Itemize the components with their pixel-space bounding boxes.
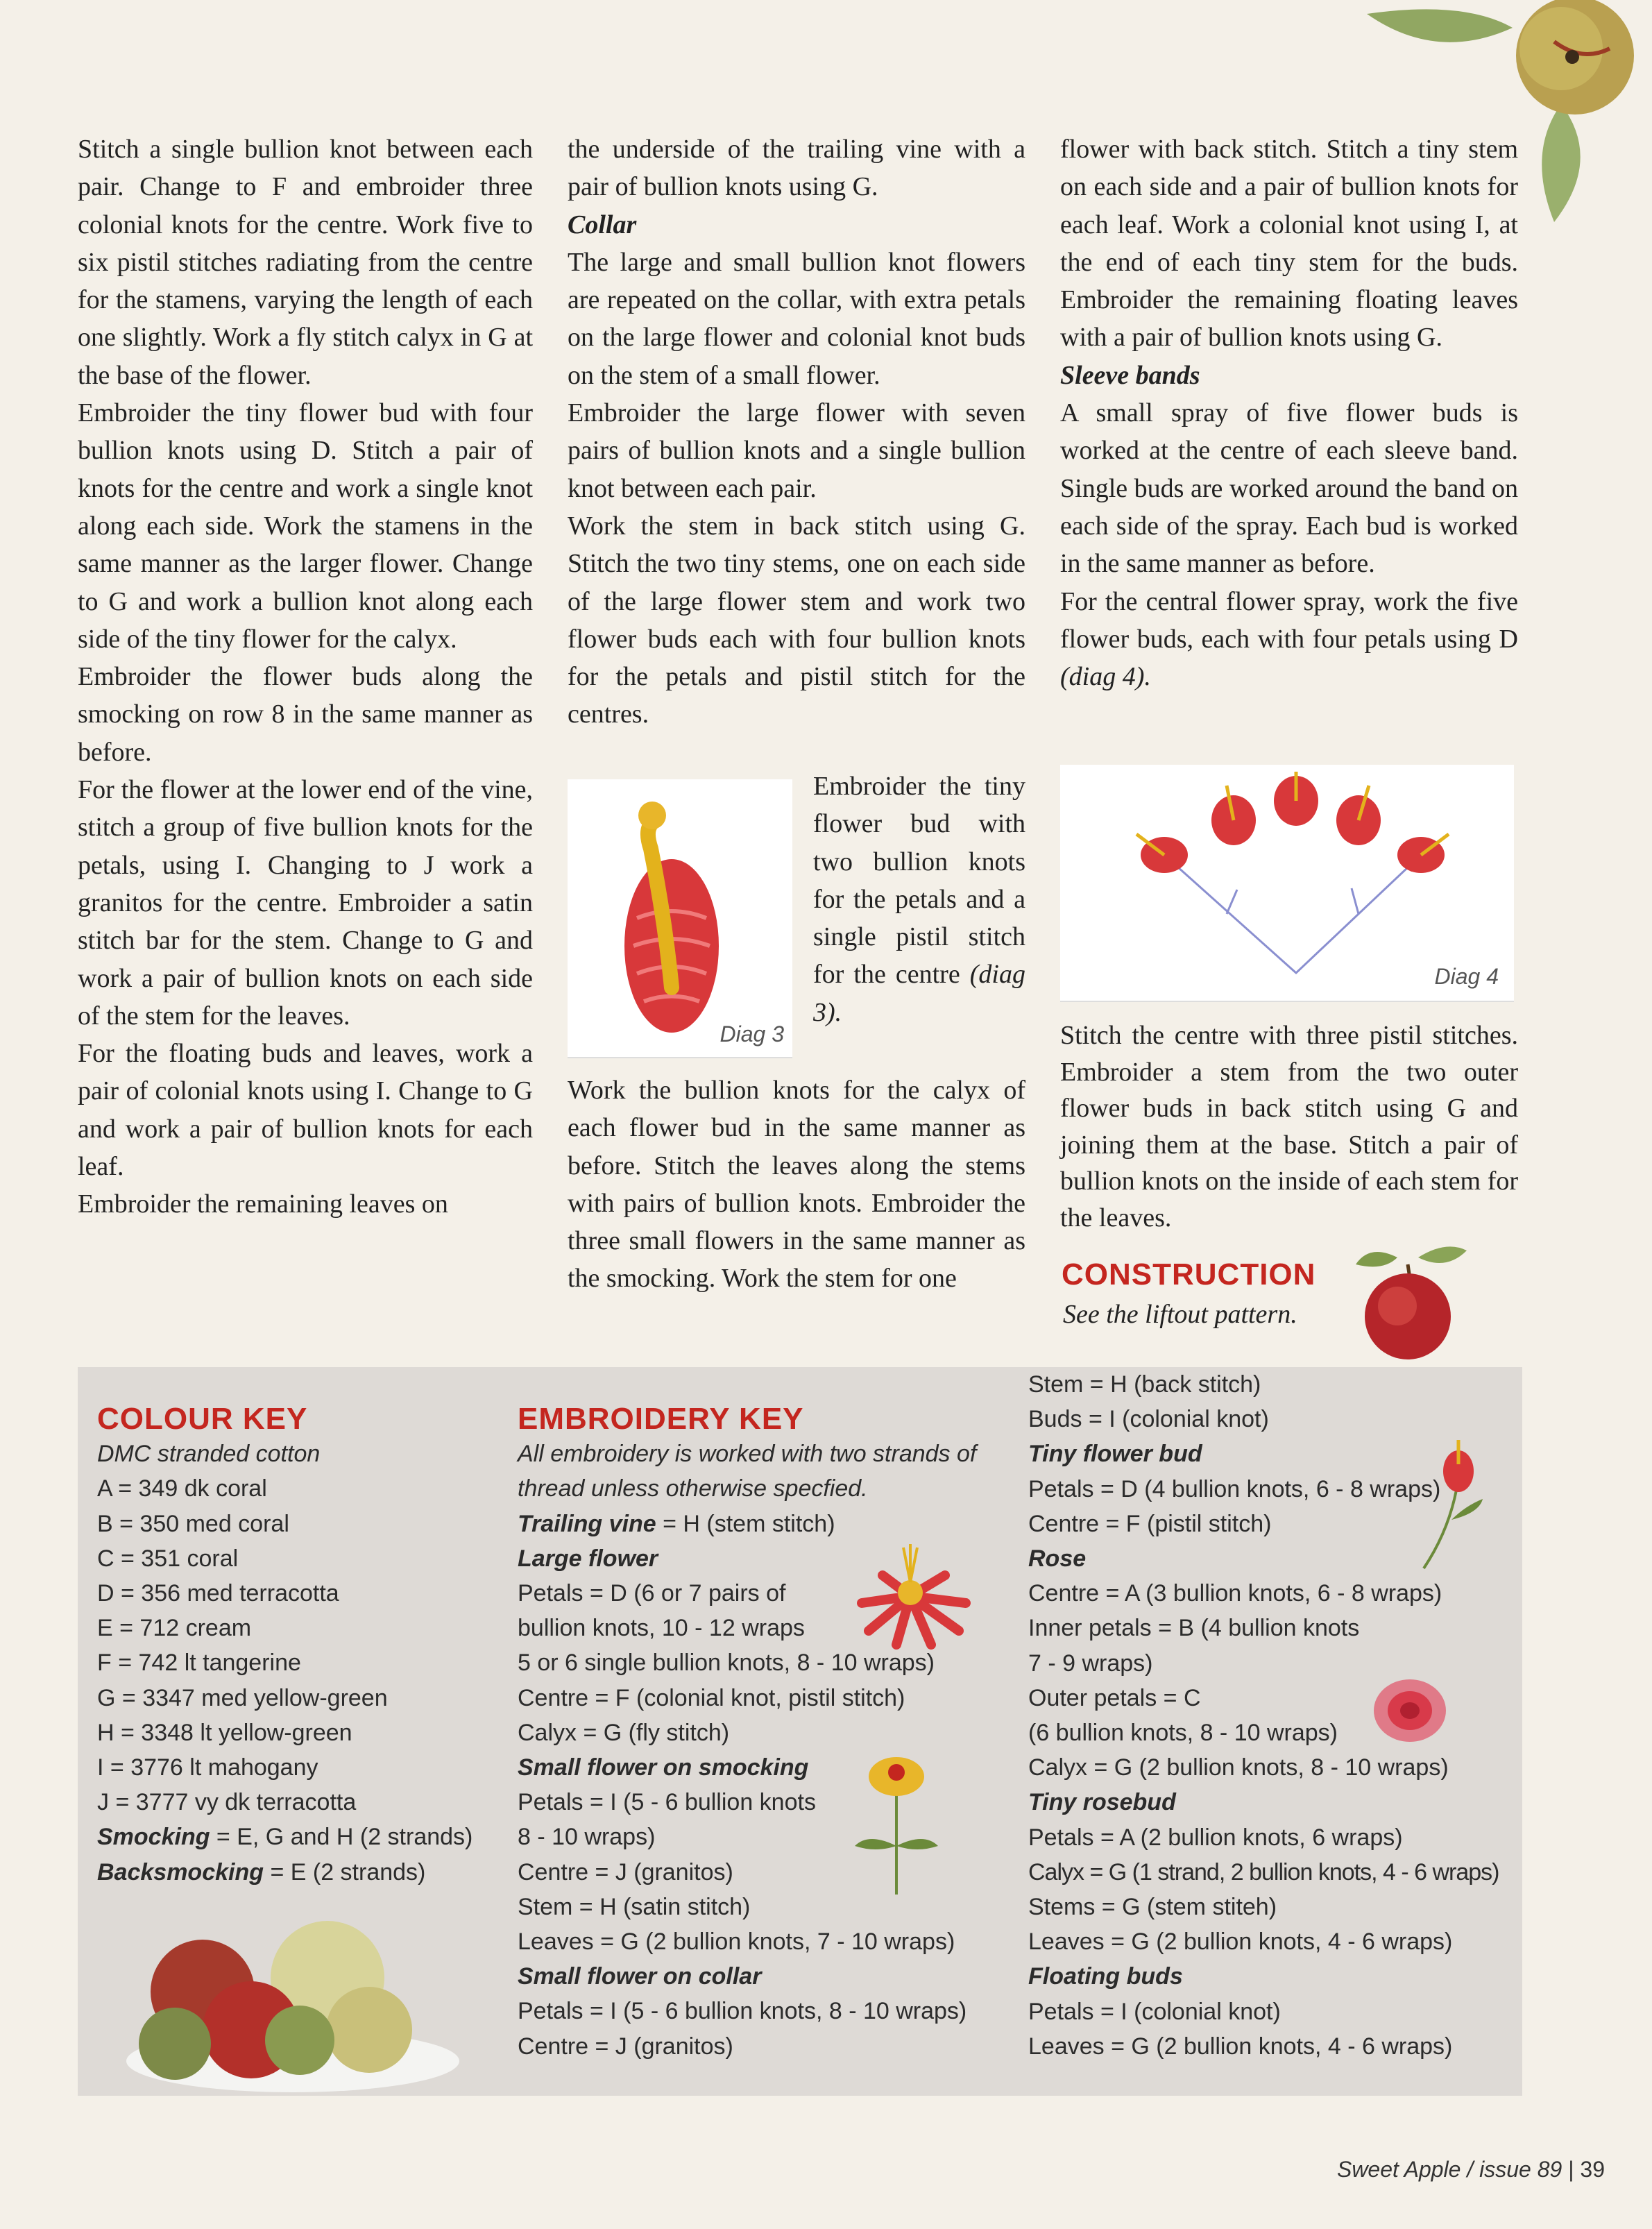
paragraph: The large and small bullion knot flowers are repeated on the collar, with extra petals on the large flower and colonial knot buds on the stem of a small flower. — [568, 247, 1025, 390]
embroidery-note: All embroidery is worked with two strands of — [518, 1441, 977, 1468]
key-line: Inner petals = B (4 bullion knots — [1028, 1615, 1360, 1642]
paragraph: Embroider the tiny flower bud with four bullion knots using D. Stitch a pair of knots for the centre and work a single knot along each side. Work the stamens in the same manner as the larger flower. Change to G and work a bullion knot along each side of the tiny flower for the calyx. — [78, 398, 533, 654]
tiny-flower-bud-illustration — [568, 779, 792, 1057]
diagram-3-label: Diag 3 — [719, 1022, 784, 1046]
key-line: Petals = D (6 or 7 pairs of — [518, 1580, 786, 1607]
key-line: Petals = I (colonial knot) — [1028, 1998, 1281, 2025]
colour-key-item: F = 742 lt tangerine — [97, 1650, 301, 1677]
body-column-2-continued — [568, 1071, 1025, 1298]
small-flower-collar-heading: Small flower on collar — [518, 1963, 762, 1990]
paragraph: A small spray of five flower buds is worked at the centre of each sleeve band. Single buds are worked around the band on each side of the spray. Each bud is worked in the same manner as before. — [1060, 398, 1518, 579]
page-footer — [1337, 2157, 1605, 2183]
paragraph: flower with back stitch. Stitch a tiny stem on each side and a pair of bullion knots for each leaf. Work a colonial knot using I, at the end of each tiny stem for the buds. Embroider the remaining floating leaves with a pair of bullion knots using G. — [1060, 135, 1518, 353]
colour-key-item: I = 3776 lt mahogany — [97, 1754, 318, 1781]
key-panel — [78, 1367, 1522, 2096]
colour-key — [97, 1402, 472, 1890]
paragraph: Embroider the large flower with seven pairs of bullion knots and a single bullion knot between each pair. — [568, 398, 1025, 503]
key-line: Petals = D (4 bullion knots, 6 - 8 wraps) — [1028, 1475, 1441, 1502]
paragraph: the underside of the trailing vine with a pair of bullion knots using G. — [568, 135, 1025, 202]
colour-key-heading: COLOUR KEY — [97, 1402, 308, 1436]
embroidery-key — [518, 1402, 976, 2064]
colour-key-item: C = 351 coral — [97, 1545, 239, 1572]
floating-buds-heading: Floating buds — [1028, 1963, 1183, 1990]
colour-key-item: D = 356 med terracotta — [97, 1580, 339, 1607]
colour-key-item: J = 3777 vy dk terracotta — [97, 1789, 357, 1816]
tiny-flower-bud-heading: Tiny flower bud — [1028, 1441, 1202, 1468]
collar-heading: Collar — [568, 210, 637, 239]
key-line: 8 - 10 wraps) — [518, 1824, 656, 1851]
paragraph: For the flower at the lower end of the vine, stitch a group of five bullion knots for the petals, using I. Changing to J work a granitos for the centre. Embroider a satin stitch bar for the stem. Change to G and work a pair of bullion knots on each side of the stem for the leaves. — [78, 775, 533, 1031]
body-column-3 — [1060, 130, 1518, 695]
diagram-4-label: Diag 4 — [1434, 964, 1499, 989]
large-flower-illustration — [841, 1541, 980, 1659]
paragraph: Stitch the centre with three pistil stitches. Embroider a stem from the two outer flower buds in back stitch using G and joining them at the base. Stitch a pair of bullion knots on the inside of each stem for the leaves. — [1060, 1021, 1518, 1232]
key-line: Calyx = G (2 bullion knots, 8 - 10 wraps) — [1028, 1754, 1449, 1781]
key-line: Buds = I (colonial knot) — [1028, 1406, 1269, 1433]
key-line: Petals = A (2 bullion knots, 6 wraps) — [1028, 1824, 1403, 1851]
construction-note: See the liftout pattern. — [1063, 1300, 1297, 1329]
tiny-rosebud-heading: Tiny rosebud — [1028, 1789, 1176, 1816]
colour-key-item: A = 349 dk coral — [97, 1475, 267, 1502]
paragraph: Embroider the tiny flower bud with two bullion knots for the petals and a single pistil stitch for the centre — [813, 772, 1025, 990]
key-line: Stem = H (back stitch) — [1028, 1371, 1261, 1398]
footer-divider: | — [1568, 2157, 1574, 2182]
embroidery-note: thread unless otherwise specfied. — [518, 1475, 868, 1502]
paragraph: Work the bullion knots for the calyx of each flower bud in the same manner as before. Stitch the leaves along the stems with pairs of bullion knots. Embroider the three small flowers in the same manner as the smocking. Work the stem for one — [568, 1076, 1025, 1294]
key-line: Calyx = G (1 strand, 2 bullion knots, 4 - 6 wraps) — [1028, 1858, 1499, 1885]
diagram-4 — [1060, 765, 1514, 1002]
key-line: Outer petals = C — [1028, 1684, 1201, 1711]
paragraph: Stitch a single bullion knot between each pair. Change to F and embroider three colonial knots for the centre. Work five to six pistil stitches radiating from the centre for the stamens, varying the length of each one slightly. Work a fly stitch calyx in G at the base of the flower. — [78, 135, 533, 390]
publication-name: Sweet Apple / issue 89 — [1336, 2157, 1562, 2182]
paragraph: Work the stem in back stitch using G. Stitch the two tiny stems, one on each side of the large flower stem and work two flower buds each with four bullion knots for the petals and pistil stitch for the centres. — [568, 511, 1025, 729]
body-column-3-continued — [1060, 1017, 1518, 1236]
key-line: Stem = H (satin stitch) — [518, 1893, 751, 1920]
page-number: 39 — [1580, 2157, 1605, 2182]
paragraph: Embroider the remaining leaves on — [78, 1189, 448, 1219]
trailing-vine-line: Trailing vine = H (stem stitch) — [518, 1510, 835, 1537]
key-line: Leaves = G (2 bullion knots, 4 - 6 wraps) — [1028, 2033, 1453, 2060]
key-line: Petals = I (5 - 6 bullion knots — [518, 1789, 816, 1816]
key-line: Petals = I (5 - 6 bullion knots, 8 - 10 wraps) — [518, 1998, 967, 2025]
key-line: Centre = A (3 bullion knots, 6 - 8 wraps) — [1028, 1580, 1442, 1607]
construction-heading: CONSTRUCTION — [1062, 1257, 1316, 1291]
diagram-ref: (diag 3). — [813, 960, 1025, 1027]
colour-key-item: B = 350 med coral — [97, 1510, 289, 1537]
key-line: 7 - 9 wraps) — [1028, 1650, 1153, 1677]
key-line: Leaves = G (2 bullion knots, 7 - 10 wraps) — [518, 1929, 955, 1956]
large-flower-heading: Large flower — [518, 1545, 658, 1572]
body-column-1 — [78, 130, 533, 1223]
colour-key-item: E = 712 cream — [97, 1615, 252, 1642]
colour-key-subtitle: DMC stranded cotton — [97, 1441, 321, 1468]
key-line: (6 bullion knots, 8 - 10 wraps) — [1028, 1720, 1338, 1747]
key-line: Calyx = G (fly stitch) — [518, 1719, 730, 1746]
smocking-line: Smocking = E, G and H (2 strands) — [97, 1824, 473, 1851]
paragraph: Embroider the flower buds along the smocking on row 8 in the same manner as before. — [78, 662, 533, 767]
paragraph: For the floating buds and leaves, work a pair of colonial knots using I. Change to G and work a pair of bullion knots for each leaf. — [78, 1039, 533, 1182]
diagram-ref: (diag 4). — [1060, 662, 1151, 692]
apple-icon — [1349, 1237, 1474, 1362]
embroidery-key-heading: EMBROIDERY KEY — [518, 1402, 804, 1436]
key-line: Centre = F (pistil stitch) — [1028, 1510, 1272, 1537]
diagram-3 — [568, 779, 792, 1058]
paragraph: For the central flower spray, work the five flower buds, each with four petals using D (diag 4). — [1060, 586, 1518, 692]
colour-key-item: G = 3347 med yellow-green — [97, 1684, 388, 1711]
tiny-flower-bud-key-illustration — [1417, 1436, 1486, 1575]
key-line: bullion knots, 10 - 12 wraps — [518, 1615, 805, 1642]
apple-bowl-illustration — [119, 1908, 466, 2096]
key-line: Centre = J (granitos) — [518, 2033, 733, 2060]
rose-illustration — [1368, 1672, 1451, 1749]
key-line: 5 or 6 single bullion knots, 8 - 10 wraps) — [518, 1650, 935, 1677]
small-flower-illustration — [848, 1749, 945, 1901]
diagram-3-caption — [813, 768, 1025, 1031]
small-flower-smocking-heading: Small flower on smocking — [518, 1754, 809, 1781]
rose-heading: Rose — [1028, 1545, 1087, 1573]
sleeve-bands-heading: Sleeve bands — [1060, 360, 1200, 390]
key-line: Leaves = G (2 bullion knots, 4 - 6 wraps) — [1028, 1929, 1453, 1956]
key-line: Centre = F (colonial knot, pistil stitch) — [518, 1684, 905, 1711]
colour-key-item: H = 3348 lt yellow-green — [97, 1719, 352, 1746]
key-line: Stems = G (stem stiteh) — [1028, 1894, 1277, 1921]
backsmocking-line: Backsmocking = E (2 strands) — [97, 1858, 426, 1885]
body-column-2 — [568, 130, 1025, 734]
key-line: Centre = J (granitos) — [518, 1858, 733, 1885]
